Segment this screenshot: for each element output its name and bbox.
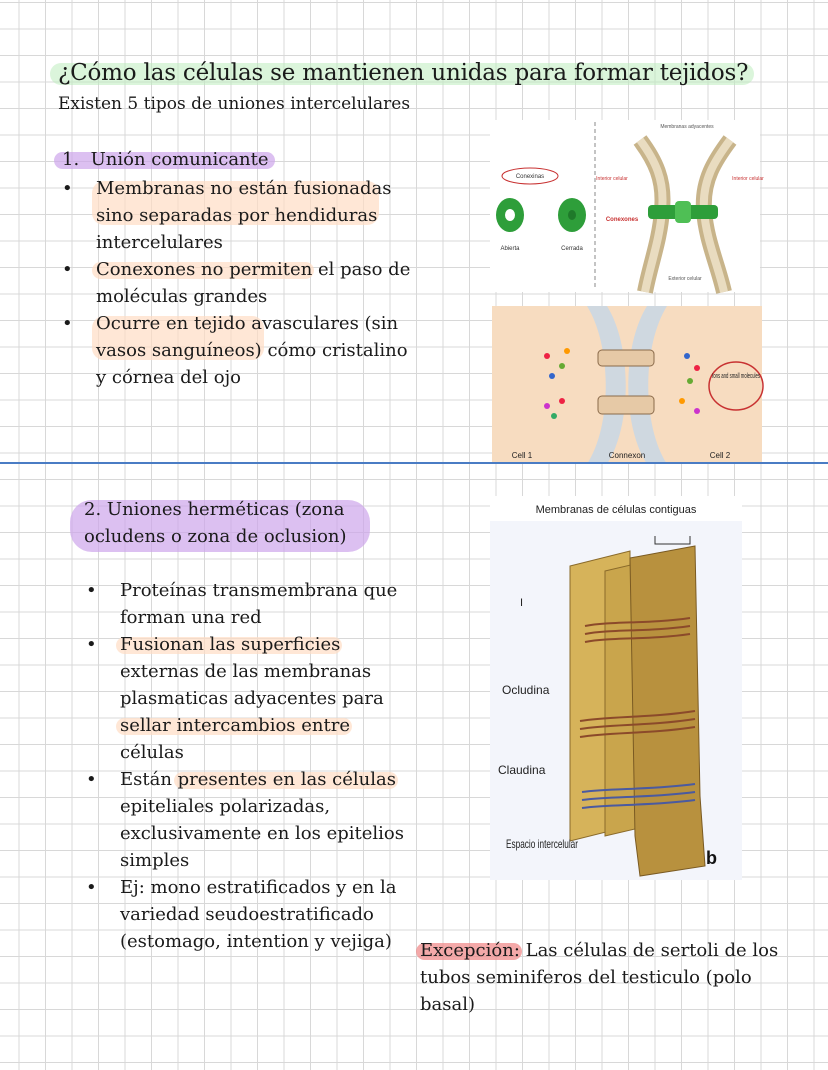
list-item: • Fusionan las superficies externas de las membranas plasmaticas adyacentes para sellar intercambios entre células <box>86 631 406 766</box>
section2-title: 2. Uniones herméticas (zona ocludens o zona de oclusion) <box>84 499 347 547</box>
label-letter-b: b <box>706 848 717 868</box>
gap-junction-diagram <box>490 120 764 292</box>
exception-label: Excepción: <box>420 940 520 961</box>
label-ions: Ions and small molecules <box>712 373 761 380</box>
list-item: • Están presentes en las células epiteliales polarizadas, exclusivamente en los epitelios simples <box>86 766 406 874</box>
page-subtitle: Existen 5 tipos de uniones intercelulares <box>58 94 411 114</box>
label-cerrada: Cerrada <box>561 246 583 252</box>
exception-text: Las células de sertoli de los tubos seminiferos del testiculo (polo basal) <box>420 940 779 1015</box>
connexin-closed-icon <box>558 198 586 232</box>
label-interior: Interior celular <box>596 176 628 182</box>
connexin-open-icon <box>496 198 524 232</box>
label-connexon: Connexon <box>608 451 646 460</box>
label-exterior: Exterior celular <box>668 276 702 282</box>
label-ocludina: Ocludina <box>502 683 550 697</box>
list-item: • Conexones no permiten el paso de moléculas grandes <box>62 256 412 310</box>
list-item: • Ej: mono estratificados y en la variedad seudoestratificado (estomago, intention y vejiga) <box>86 874 406 955</box>
label-membranas: Membranas adyacentes <box>660 124 714 130</box>
label-cell2: Cell 2 <box>709 451 731 460</box>
list-item: • Ocurre en tejido avasculares (sin vasos sanguíneos) cómo cristalino y córnea del ojo <box>62 310 412 391</box>
list-item: • Proteínas transmembrana que forman una red <box>86 577 406 631</box>
exception-note <box>420 937 800 1018</box>
figure-title: Membranas de células contiguas <box>535 504 697 516</box>
section1-heading <box>62 149 269 170</box>
label-abierta: Abierta <box>500 246 520 252</box>
list-item: • Membranas no están fusionadas sino separadas por hendiduras intercelulares <box>62 175 412 256</box>
label-claudina: Claudina <box>498 763 546 777</box>
label-conexinas: Conexinas <box>515 174 545 180</box>
label-interior-right: Interior celular <box>732 176 764 182</box>
label-espacio: Espacio intercelular <box>506 837 579 851</box>
label-roman: I <box>520 597 524 609</box>
connexon-diagram <box>492 306 762 464</box>
section1-title: Unión comunicante <box>90 149 269 170</box>
tight-junction-diagram <box>490 496 742 880</box>
section1-list <box>62 175 412 391</box>
section-divider <box>0 462 828 464</box>
label-conexones: Conexones <box>605 217 639 223</box>
section1-number: 1. <box>62 149 80 170</box>
label-cell1: Cell 1 <box>511 451 533 460</box>
section2-heading <box>84 496 404 550</box>
section2-list <box>86 577 406 955</box>
page-title: ¿Cómo las células se mantienen unidas para formar tejidos? <box>58 60 749 86</box>
